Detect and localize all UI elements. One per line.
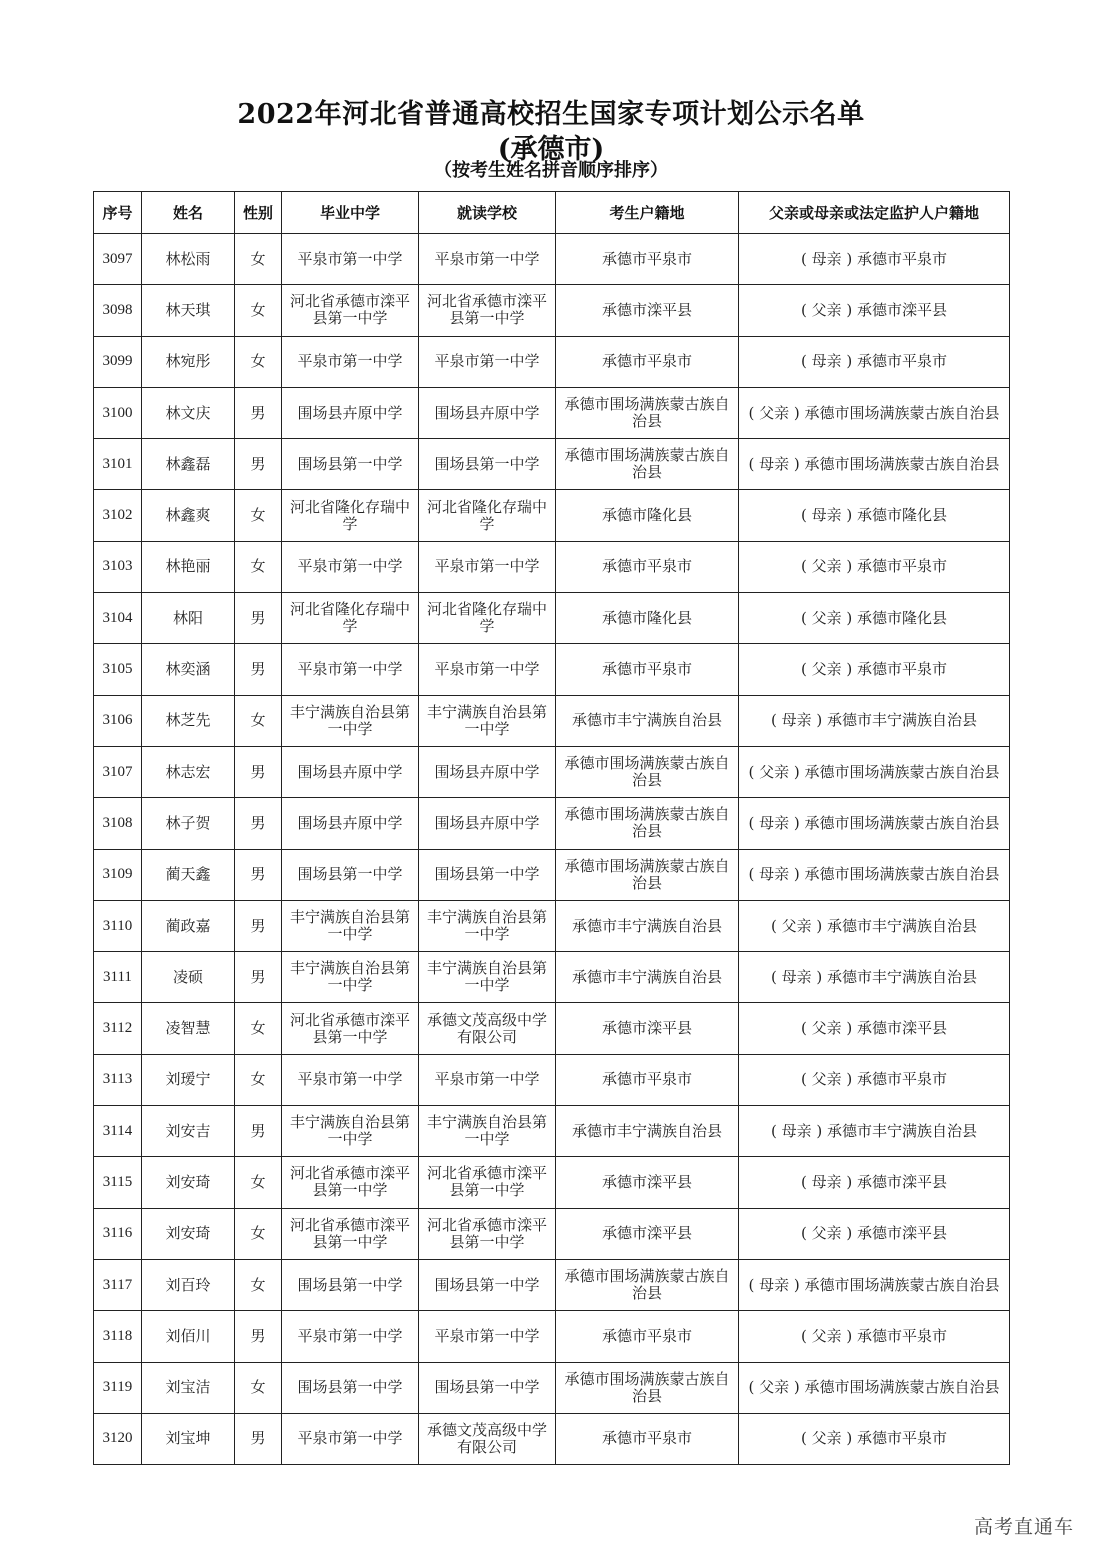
cell-serial: 3118: [94, 1311, 142, 1362]
cell-household-registration: 承德市丰宁满族自治县: [556, 695, 739, 746]
cell-current-school: 河北省隆化存瑞中学: [419, 490, 556, 541]
table-row: [94, 644, 1010, 695]
cell-graduated-school: 河北省承德市滦平县第一中学: [282, 1157, 419, 1208]
table-row: [94, 746, 1010, 797]
cell-household-registration: 承德市平泉市: [556, 1413, 739, 1464]
cell-gender: 男: [235, 1311, 282, 1362]
cell-current-school: 平泉市第一中学: [419, 234, 556, 285]
cell-household-registration: 承德市围场满族蒙古族自治县: [556, 439, 739, 490]
cell-household-registration: 承德市围场满族蒙古族自治县: [556, 798, 739, 849]
cell-serial: 3110: [94, 900, 142, 951]
cell-guardian-registration: ( 母亲 ) 承德市围场满族蒙古族自治县: [739, 849, 1010, 900]
cell-guardian-registration: ( 母亲 ) 承德市隆化县: [739, 490, 1010, 541]
header-serial: 序号: [94, 192, 142, 234]
cell-graduated-school: 围场县第一中学: [282, 1362, 419, 1413]
cell-gender: 男: [235, 387, 282, 438]
cell-household-registration: 承德市丰宁满族自治县: [556, 952, 739, 1003]
cell-graduated-school: 河北省承德市滦平县第一中学: [282, 285, 419, 336]
cell-serial: 3113: [94, 1054, 142, 1105]
cell-current-school: 河北省承德市滦平县第一中学: [419, 1208, 556, 1259]
cell-guardian-registration: ( 母亲 ) 承德市围场满族蒙古族自治县: [739, 1259, 1010, 1310]
cell-current-school: 围场县卉原中学: [419, 387, 556, 438]
cell-current-school: 河北省隆化存瑞中学: [419, 593, 556, 644]
cell-name: 林艳丽: [142, 541, 235, 592]
cell-gender: 女: [235, 1157, 282, 1208]
roster-body: [94, 234, 1010, 1465]
table-row: [94, 1208, 1010, 1259]
cell-current-school: 围场县第一中学: [419, 1259, 556, 1310]
cell-gender: 男: [235, 593, 282, 644]
table-row: [94, 849, 1010, 900]
cell-guardian-registration: ( 父亲 ) 承德市平泉市: [739, 541, 1010, 592]
cell-gender: 女: [235, 1362, 282, 1413]
cell-household-registration: 承德市隆化县: [556, 490, 739, 541]
cell-name: 蔺天鑫: [142, 849, 235, 900]
cell-household-registration: 承德市丰宁满族自治县: [556, 900, 739, 951]
cell-household-registration: 承德市滦平县: [556, 1003, 739, 1054]
table-row: [94, 439, 1010, 490]
cell-guardian-registration: ( 父亲 ) 承德市围场满族蒙古族自治县: [739, 746, 1010, 797]
cell-household-registration: 承德市围场满族蒙古族自治县: [556, 746, 739, 797]
table-row: [94, 387, 1010, 438]
table-row: [94, 1413, 1010, 1464]
cell-current-school: 承德文茂高级中学有限公司: [419, 1413, 556, 1464]
cell-gender: 男: [235, 439, 282, 490]
cell-guardian-registration: ( 父亲 ) 承德市滦平县: [739, 1208, 1010, 1259]
cell-graduated-school: 丰宁满族自治县第一中学: [282, 900, 419, 951]
cell-graduated-school: 平泉市第一中学: [282, 644, 419, 695]
cell-graduated-school: 围场县卉原中学: [282, 387, 419, 438]
cell-graduated-school: 丰宁满族自治县第一中学: [282, 952, 419, 1003]
cell-household-registration: 承德市滦平县: [556, 1157, 739, 1208]
cell-current-school: 围场县卉原中学: [419, 798, 556, 849]
cell-gender: 男: [235, 900, 282, 951]
cell-current-school: 河北省承德市滦平县第一中学: [419, 1157, 556, 1208]
cell-household-registration: 承德市滦平县: [556, 1208, 739, 1259]
cell-name: 林鑫磊: [142, 439, 235, 490]
cell-household-registration: 承德市平泉市: [556, 234, 739, 285]
cell-serial: 3119: [94, 1362, 142, 1413]
watermark-text: 高考直通车: [973, 1516, 1074, 1538]
table-row: [94, 336, 1010, 387]
cell-guardian-registration: ( 母亲 ) 承德市丰宁满族自治县: [739, 952, 1010, 1003]
cell-serial: 3107: [94, 746, 142, 797]
cell-current-school: 丰宁满族自治县第一中学: [419, 695, 556, 746]
cell-name: 林子贺: [142, 798, 235, 849]
cell-name: 林天琪: [142, 285, 235, 336]
cell-graduated-school: 平泉市第一中学: [282, 234, 419, 285]
cell-current-school: 平泉市第一中学: [419, 644, 556, 695]
cell-serial: 3111: [94, 952, 142, 1003]
cell-gender: 男: [235, 746, 282, 797]
cell-guardian-registration: ( 父亲 ) 承德市平泉市: [739, 1054, 1010, 1105]
table-row: [94, 1259, 1010, 1310]
cell-serial: 3104: [94, 593, 142, 644]
cell-graduated-school: 平泉市第一中学: [282, 1311, 419, 1362]
cell-graduated-school: 河北省承德市滦平县第一中学: [282, 1003, 419, 1054]
table-row: [94, 1054, 1010, 1105]
cell-guardian-registration: ( 母亲 ) 承德市滦平县: [739, 1157, 1010, 1208]
cell-guardian-registration: ( 母亲 ) 承德市围场满族蒙古族自治县: [739, 439, 1010, 490]
cell-serial: 3102: [94, 490, 142, 541]
cell-gender: 女: [235, 285, 282, 336]
cell-gender: 女: [235, 1208, 282, 1259]
cell-current-school: 围场县第一中学: [419, 1362, 556, 1413]
cell-graduated-school: 平泉市第一中学: [282, 1413, 419, 1464]
cell-household-registration: 承德市平泉市: [556, 1054, 739, 1105]
cell-guardian-registration: ( 父亲 ) 承德市滦平县: [739, 285, 1010, 336]
cell-guardian-registration: ( 父亲 ) 承德市平泉市: [739, 644, 1010, 695]
cell-name: 林宛彤: [142, 336, 235, 387]
cell-current-school: 围场县第一中学: [419, 439, 556, 490]
cell-gender: 女: [235, 541, 282, 592]
table-row: [94, 234, 1010, 285]
cell-household-registration: 承德市围场满族蒙古族自治县: [556, 1362, 739, 1413]
cell-graduated-school: 丰宁满族自治县第一中学: [282, 695, 419, 746]
cell-gender: 女: [235, 490, 282, 541]
cell-serial: 3101: [94, 439, 142, 490]
cell-serial: 3108: [94, 798, 142, 849]
cell-name: 林松雨: [142, 234, 235, 285]
cell-current-school: 平泉市第一中学: [419, 1054, 556, 1105]
table-row: [94, 1362, 1010, 1413]
cell-serial: 3106: [94, 695, 142, 746]
cell-household-registration: 承德市围场满族蒙古族自治县: [556, 849, 739, 900]
cell-gender: 女: [235, 695, 282, 746]
cell-gender: 女: [235, 336, 282, 387]
cell-gender: 男: [235, 798, 282, 849]
cell-graduated-school: 围场县第一中学: [282, 849, 419, 900]
cell-name: 林阳: [142, 593, 235, 644]
cell-name: 林志宏: [142, 746, 235, 797]
cell-guardian-registration: ( 父亲 ) 承德市丰宁满族自治县: [739, 900, 1010, 951]
cell-graduated-school: 平泉市第一中学: [282, 541, 419, 592]
cell-household-registration: 承德市平泉市: [556, 644, 739, 695]
cell-serial: 3120: [94, 1413, 142, 1464]
table-row: [94, 541, 1010, 592]
cell-name: 凌智慧: [142, 1003, 235, 1054]
cell-current-school: 承德文茂高级中学有限公司: [419, 1003, 556, 1054]
cell-graduated-school: 河北省隆化存瑞中学: [282, 593, 419, 644]
cell-serial: 3114: [94, 1106, 142, 1157]
cell-guardian-registration: ( 父亲 ) 承德市平泉市: [739, 1311, 1010, 1362]
table-row: [94, 285, 1010, 336]
cell-name: 凌硕: [142, 952, 235, 1003]
cell-guardian-registration: ( 母亲 ) 承德市平泉市: [739, 234, 1010, 285]
cell-guardian-registration: ( 母亲 ) 承德市围场满族蒙古族自治县: [739, 798, 1010, 849]
table-row: [94, 1003, 1010, 1054]
cell-current-school: 平泉市第一中学: [419, 541, 556, 592]
cell-guardian-registration: ( 父亲 ) 承德市滦平县: [739, 1003, 1010, 1054]
cell-household-registration: 承德市平泉市: [556, 1311, 739, 1362]
cell-serial: 3105: [94, 644, 142, 695]
cell-guardian-registration: ( 父亲 ) 承德市隆化县: [739, 593, 1010, 644]
cell-serial: 3109: [94, 849, 142, 900]
table-row: [94, 593, 1010, 644]
cell-graduated-school: 平泉市第一中学: [282, 336, 419, 387]
roster-table: [93, 191, 1010, 1465]
cell-guardian-registration: ( 父亲 ) 承德市围场满族蒙古族自治县: [739, 1362, 1010, 1413]
cell-guardian-registration: ( 父亲 ) 承德市平泉市: [739, 1413, 1010, 1464]
cell-graduated-school: 平泉市第一中学: [282, 1054, 419, 1105]
cell-gender: 女: [235, 234, 282, 285]
cell-name: 刘百玲: [142, 1259, 235, 1310]
cell-gender: 男: [235, 952, 282, 1003]
cell-current-school: 丰宁满族自治县第一中学: [419, 952, 556, 1003]
cell-current-school: 平泉市第一中学: [419, 336, 556, 387]
cell-guardian-registration: ( 父亲 ) 承德市围场满族蒙古族自治县: [739, 387, 1010, 438]
table-row: [94, 490, 1010, 541]
cell-serial: 3103: [94, 541, 142, 592]
cell-gender: 女: [235, 1003, 282, 1054]
header-household-registration: 考生户籍地: [556, 192, 739, 234]
cell-household-registration: 承德市丰宁满族自治县: [556, 1106, 739, 1157]
cell-name: 林文庆: [142, 387, 235, 438]
cell-serial: 3099: [94, 336, 142, 387]
cell-graduated-school: 围场县卉原中学: [282, 746, 419, 797]
cell-household-registration: 承德市滦平县: [556, 285, 739, 336]
cell-current-school: 平泉市第一中学: [419, 1311, 556, 1362]
table-row: [94, 952, 1010, 1003]
cell-household-registration: 承德市围场满族蒙古族自治县: [556, 1259, 739, 1310]
cell-guardian-registration: ( 母亲 ) 承德市平泉市: [739, 336, 1010, 387]
sort-note: （按考生姓名拼音顺序排序）: [434, 160, 668, 181]
cell-name: 林鑫爽: [142, 490, 235, 541]
cell-name: 蔺政嘉: [142, 900, 235, 951]
cell-current-school: 丰宁满族自治县第一中学: [419, 1106, 556, 1157]
cell-household-registration: 承德市隆化县: [556, 593, 739, 644]
cell-graduated-school: 围场县第一中学: [282, 439, 419, 490]
cell-gender: 男: [235, 644, 282, 695]
cell-household-registration: 承德市平泉市: [556, 336, 739, 387]
table-row: [94, 695, 1010, 746]
table-row: [94, 900, 1010, 951]
cell-current-school: 河北省承德市滦平县第一中学: [419, 285, 556, 336]
cell-gender: 女: [235, 1259, 282, 1310]
cell-current-school: 丰宁满族自治县第一中学: [419, 900, 556, 951]
header-name: 姓名: [142, 192, 235, 234]
cell-serial: 3097: [94, 234, 142, 285]
header-gender: 性别: [235, 192, 282, 234]
table-row: [94, 1106, 1010, 1157]
cell-gender: 男: [235, 1106, 282, 1157]
cell-household-registration: 承德市围场满族蒙古族自治县: [556, 387, 739, 438]
cell-name: 刘安琦: [142, 1157, 235, 1208]
cell-gender: 男: [235, 849, 282, 900]
cell-graduated-school: 围场县第一中学: [282, 1259, 419, 1310]
cell-name: 林奕涵: [142, 644, 235, 695]
cell-name: 林芝先: [142, 695, 235, 746]
cell-serial: 3117: [94, 1259, 142, 1310]
document-city: (承德市): [497, 134, 605, 165]
header-guardian-registration: 父亲或母亲或法定监护人户籍地: [739, 192, 1010, 234]
cell-serial: 3100: [94, 387, 142, 438]
cell-guardian-registration: ( 母亲 ) 承德市丰宁满族自治县: [739, 1106, 1010, 1157]
header-current-school: 就读学校: [419, 192, 556, 234]
cell-name: 刘宝坤: [142, 1413, 235, 1464]
cell-household-registration: 承德市平泉市: [556, 541, 739, 592]
cell-name: 刘安吉: [142, 1106, 235, 1157]
cell-serial: 3115: [94, 1157, 142, 1208]
cell-graduated-school: 河北省隆化存瑞中学: [282, 490, 419, 541]
cell-serial: 3098: [94, 285, 142, 336]
cell-serial: 3116: [94, 1208, 142, 1259]
table-row: [94, 1311, 1010, 1362]
table-header-row: [94, 192, 1010, 234]
cell-name: 刘佰川: [142, 1311, 235, 1362]
cell-current-school: 围场县第一中学: [419, 849, 556, 900]
cell-name: 刘瑷宁: [142, 1054, 235, 1105]
cell-serial: 3112: [94, 1003, 142, 1054]
cell-guardian-registration: ( 母亲 ) 承德市丰宁满族自治县: [739, 695, 1010, 746]
table-row: [94, 1157, 1010, 1208]
document-title: 2022年河北省普通高校招生国家专项计划公示名单: [237, 99, 865, 130]
cell-gender: 女: [235, 1054, 282, 1105]
cell-graduated-school: 围场县卉原中学: [282, 798, 419, 849]
header-graduated-school: 毕业中学: [282, 192, 419, 234]
cell-name: 刘安琦: [142, 1208, 235, 1259]
cell-graduated-school: 丰宁满族自治县第一中学: [282, 1106, 419, 1157]
cell-name: 刘宝洁: [142, 1362, 235, 1413]
cell-current-school: 围场县卉原中学: [419, 746, 556, 797]
table-row: [94, 798, 1010, 849]
cell-graduated-school: 河北省承德市滦平县第一中学: [282, 1208, 419, 1259]
cell-gender: 男: [235, 1413, 282, 1464]
